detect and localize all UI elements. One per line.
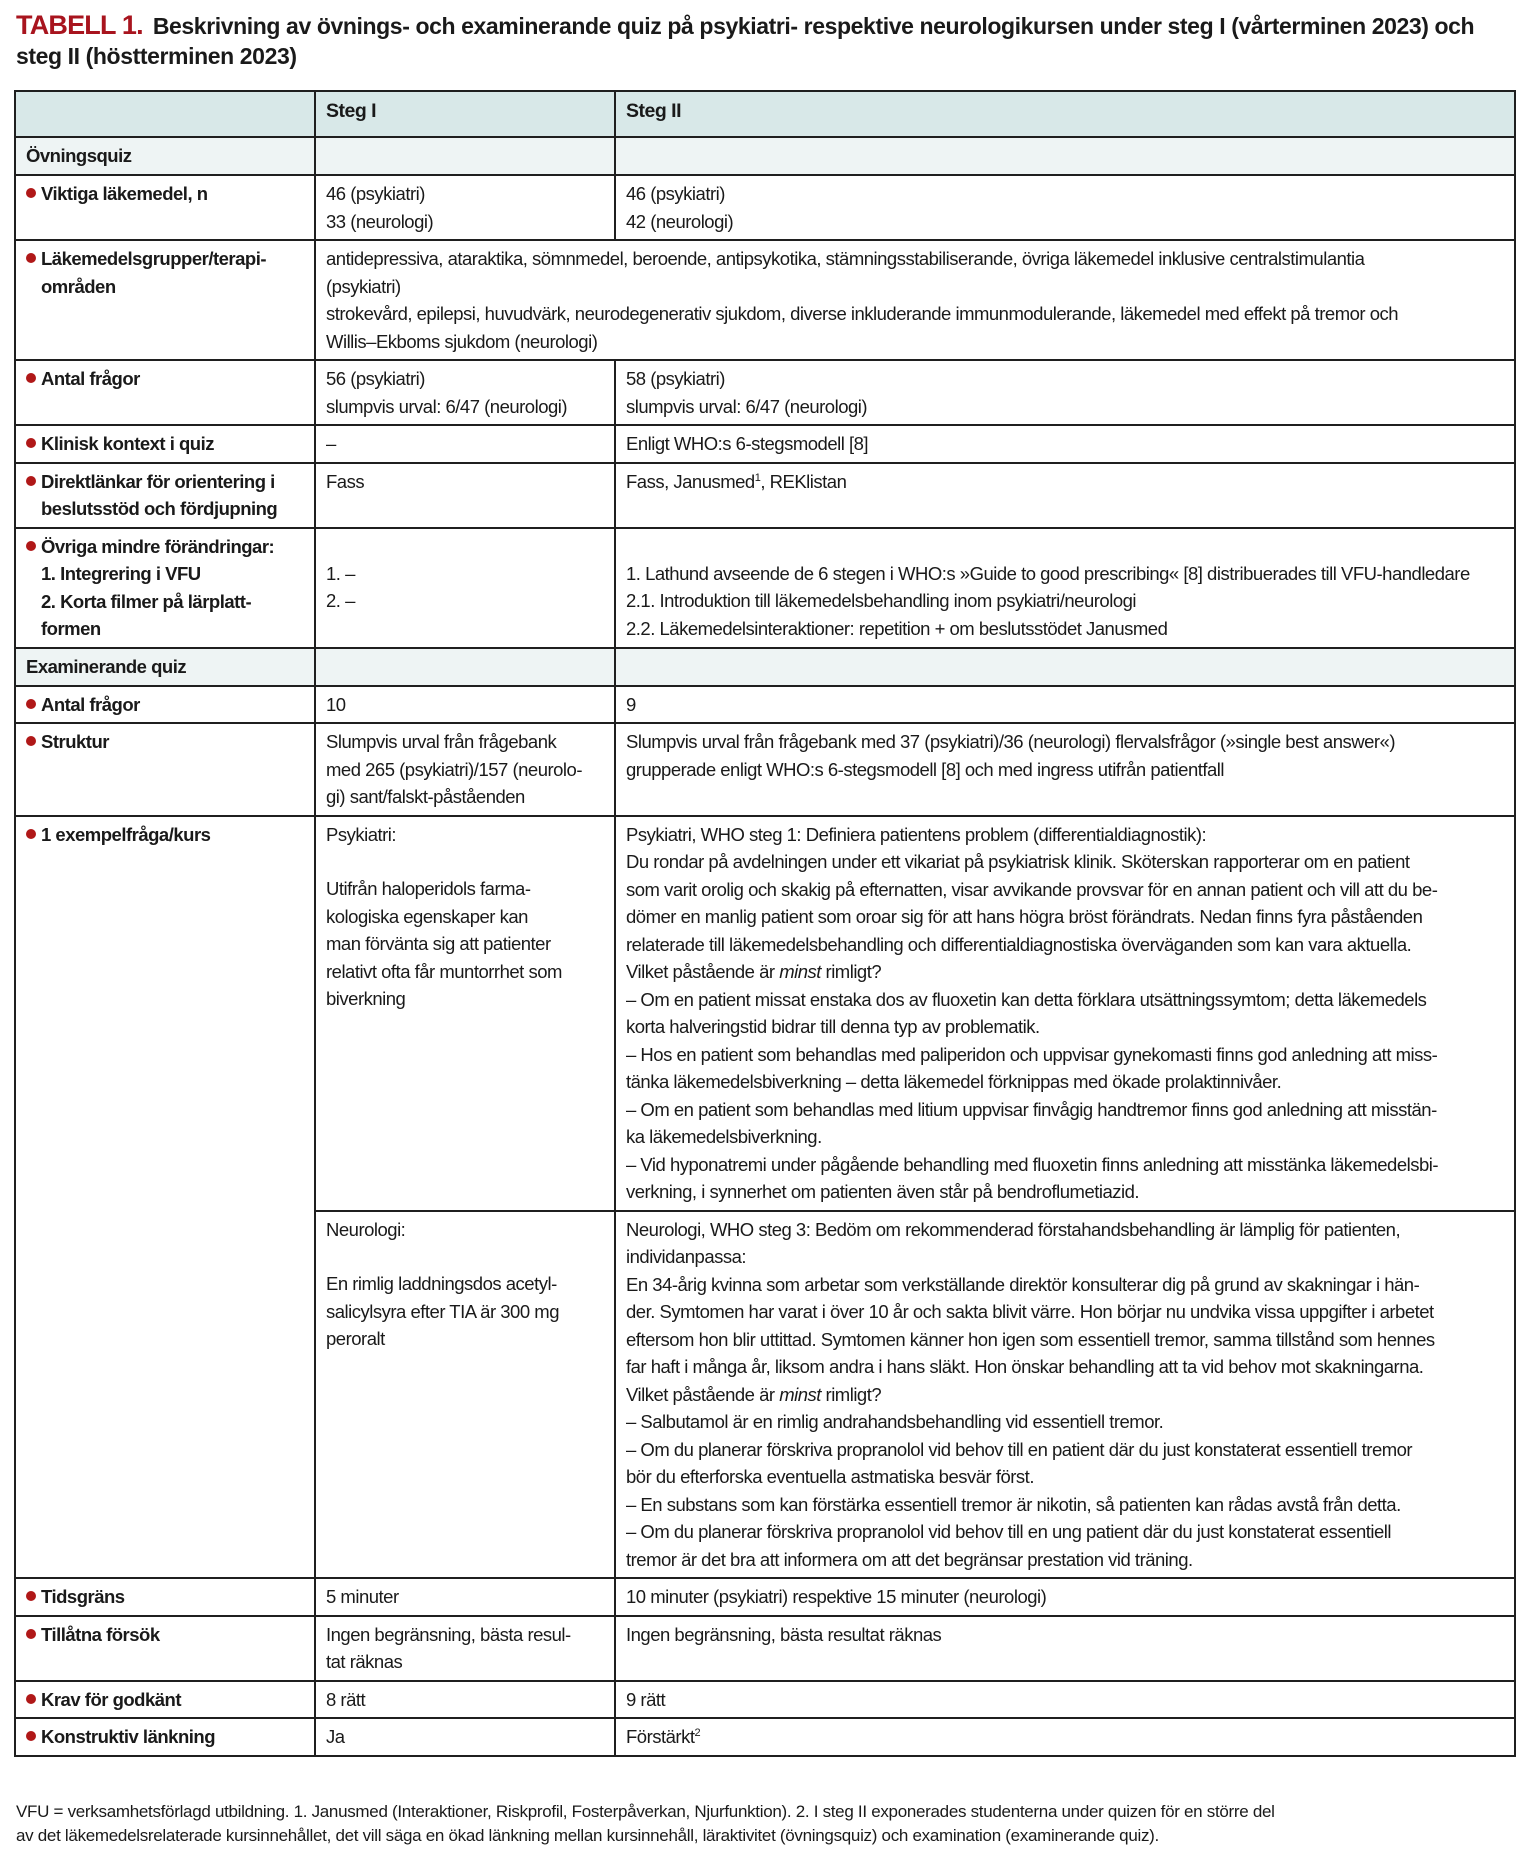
table-row-tidsgrans	[15, 1578, 1515, 1616]
table-row-direktlankar	[15, 463, 1515, 528]
table-row-antal-ovning	[15, 360, 1515, 425]
row-label: Krav för godkänt	[15, 1681, 315, 1719]
header-steg-1: Steg I	[315, 91, 615, 137]
header-row	[15, 91, 1515, 137]
cell-steg-1: Ingen begränsning, bästa resul- tat räknas	[315, 1616, 615, 1681]
cell-steg-1: –	[315, 425, 615, 463]
table-row-ovriga	[15, 528, 1515, 648]
cell-steg-2: 10 minuter (psykiatri) respektive 15 minuter (neurologi)	[615, 1578, 1515, 1616]
row-label: Tidsgräns	[15, 1578, 315, 1616]
cell-steg-2: 9 rätt	[615, 1681, 1515, 1719]
table-caption	[16, 10, 1516, 71]
table-row-grupper	[15, 240, 1515, 360]
cell-steg-2: 9	[615, 686, 1515, 724]
row-label: Struktur	[15, 723, 315, 816]
cell-steg-1: 56 (psykiatri) slumpvis urval: 6/47 (neurologi)	[315, 360, 615, 425]
bullet-icon	[26, 188, 36, 198]
table-row-forsok	[15, 1616, 1515, 1681]
cell-steg-1-neurologi: Neurologi: En rimlig laddningsdos acetyl- salicylsyra efter TIA är 300 mg peroralt	[315, 1211, 615, 1579]
row-label: Antal frågor	[15, 360, 315, 425]
row-label: Konstruktiv länkning	[15, 1718, 315, 1756]
cell-steg-2: 1. Lathund avseende de 6 stegen i WHO:s »Guide to good prescribing« [8] distribuerades till VFU-handledare 2.1. Introduktion till läkemedelsbehandling inom psykiatri/neurologi 2.2. Läkemedelsinteraktioner: repetition + om beslutsstödet Janusmed	[615, 528, 1515, 648]
cell-steg-2: Slumpvis urval från frågebank med 37 (psykiatri)/36 (neurologi) flervalsfrågor (»single best answer«) grupperade enligt WHO:s 6-stegsmodell [8] och med ingress utifrån patientfall	[615, 723, 1515, 816]
row-label: Antal frågor	[15, 686, 315, 724]
bullet-icon	[26, 476, 36, 486]
table-footnote: VFU = verksamhetsförlagd utbildning. 1. Janusmed (Interaktioner, Riskprofil, Fosterpåverkan, Njurfunktion). 2. I steg II exponerades studenterna under quizen för en större del av det läkemedelsrelaterade kursinnehållet, det vill säga en ökad länkning mellan kursinnehåll, läraktivitet (övningsquiz) och examination (examinerande quiz).	[16, 1802, 1275, 1845]
bullet-icon	[26, 1629, 36, 1639]
table-row-konstruktiv	[15, 1718, 1515, 1756]
section-row-ovningsquiz	[15, 137, 1515, 175]
row-label: Övriga mindre förändringar: 1. Integrering i VFU 2. Korta filmer på lärplatt- formen	[15, 528, 315, 648]
cell-steg-2: Förstärkt$^2$	[615, 1718, 1515, 1756]
cell-steg-1: Slumpvis urval från frågebank med 265 (psykiatri)/157 (neurolo- gi) sant/falskt-påståenden	[315, 723, 615, 816]
cell-steg-2: Ingen begränsning, bästa resultat räknas	[615, 1616, 1515, 1681]
cell-steg-2-neurologi: Neurologi, WHO steg 3: Bedöm om rekommenderad förstahandsbehandling är lämplig för patienten, individanpassa: En 34-årig kvinna som arbetar som verkställande direktör konsulterar dig på grund av skakningar i hän- der. Symtomen har varat i över 10 år och sakta blivit värre. Hon börjar nu undvika vissa uppgifter i arbetet eftersom hon blir uttittad. Symtomen känner hon igen som essentiell tremor, samma tillstånd som hennes far haft i många år, liksom andra i hans släkt. Hon önskar behandling att ta vid behov mot skakningarna. Vilket påstående är minst rimligt? – Salbutamol är en rimlig andrahandsbehandling vid essentiell tremor. – Om du planerar förskriva propranolol vid behov till en patient där du just konstaterat essentiell tremor bör du efterforska eventuella astmatiska besvär först. – En substans som kan förstärka essentiell tremor är nikotin, så patienten kan rådas avstå från detta. – Om du planerar förskriva propranolol vid behov till en ung patient där du just konstaterat essentiell tremor är det bra att informera om att det begränsar prestation vid träning.	[615, 1211, 1515, 1579]
cell-merged: antidepressiva, ataraktika, sömnmedel, beroende, antipsykotika, stämningsstabiliserande, övriga läkemedel inklusive centralstimulantia (psykiatri) strokevård, epilepsi, huvudvärk, neurodegenerativ sjukdom, diverse inkluderande immunmodulerande, läkemedel med effekt på tremor och Willis–Ekboms sjukdom (neurologi)	[315, 240, 1515, 360]
row-label: Direktlänkar för orientering i beslutsstöd och fördjupning	[15, 463, 315, 528]
cell-steg-2: 46 (psykiatri) 42 (neurologi)	[615, 175, 1515, 240]
cell-steg-1: 5 minuter	[315, 1578, 615, 1616]
bullet-icon	[26, 541, 36, 551]
table-row-klinisk	[15, 425, 1515, 463]
table-row-viktiga	[15, 175, 1515, 240]
row-label: Läkemedelsgrupper/terapi- områden	[15, 240, 315, 360]
caption-text: Beskrivning av övnings- och examinerande quiz på psykiatri- respektive neurologikursen under steg I (vårterminen 2023) och steg II (höstterminen 2023)	[16, 13, 1475, 69]
cell-steg-2-psykiatri: Psykiatri, WHO steg 1: Definiera patientens problem (differentialdiagnostik): Du rondar på avdelningen under ett vikariat på psykiatrisk klinik. Sköterskan rapporterar om en patient som varit orolig och skakig på efternatten, visar avvikande provsvar för en annan patient och vill att du be- dömer en manlig patient som oroar sig för att hans högra bröst förändrats. Nedan finns fyra påståenden relaterade till läkemedelsbehandling och differentialdiagnostiska överväganden som kan vara aktuella. Vilket påstående är minst rimligt? – Om en patient missat enstaka dos av fluoxetin kan detta förklara utsättningssymtom; detta läkemedels korta halveringstid bidrar till denna typ av problematik. – Hos en patient som behandlas med paliperidon och uppvisar gynekomasti finns god anledning att miss- tänka läkemedelsbiverkning – detta läkemedel förknippas med ökade prolaktinnivåer. – Om en patient som behandlas med litium uppvisar finvågig handtremor finns god anledning att misstän- ka läkemedelsbiverkning. – Vid hyponatremi under pågående behandling med fluoxetin finns anledning att misstänka läkemedelsbi- verkning, i synnerhet om patienten även står på bendroflumetiazid.	[615, 816, 1515, 1211]
bullet-icon	[26, 438, 36, 448]
cell-steg-2: 58 (psykiatri) slumpvis urval: 6/47 (neurologi)	[615, 360, 1515, 425]
table-row-krav	[15, 1681, 1515, 1719]
row-label: Klinisk kontext i quiz	[15, 425, 315, 463]
row-label: 1 exempelfråga/kurs	[15, 816, 315, 1579]
header-empty	[15, 91, 315, 137]
cell-steg-1: 8 rätt	[315, 1681, 615, 1719]
caption-tag: TABELL 1.	[16, 10, 143, 40]
cell-steg-1: 10	[315, 686, 615, 724]
row-label: Viktiga läkemedel, n	[15, 175, 315, 240]
row-label: Tillåtna försök	[15, 1616, 315, 1681]
bullet-icon	[26, 736, 36, 746]
bullet-icon	[26, 373, 36, 383]
table-row-struktur	[15, 723, 1515, 816]
footnote-ref: 1	[754, 471, 761, 484]
section-row-examinerande	[15, 648, 1515, 686]
cell-steg-1-psykiatri: Psykiatri: Utifrån haloperidols farma- kologiska egenskaper kan man förvänta sig att patienter relativt ofta får muntorrhet som biverkning	[315, 816, 615, 1211]
cell-steg-1: Fass	[315, 463, 615, 528]
bullet-icon	[26, 1694, 36, 1704]
footnote-ref: 2	[694, 1726, 701, 1739]
cell-steg-2: Fass, Janusmed$^1$, REKlistan	[615, 463, 1515, 528]
section-label: Övningsquiz	[15, 137, 315, 175]
bullet-icon	[26, 699, 36, 709]
section-label: Examinerande quiz	[15, 648, 315, 686]
table-row-exempel-psykiatri	[15, 816, 1515, 1211]
quiz-table	[14, 90, 1516, 1757]
cell-steg-1: 46 (psykiatri) 33 (neurologi)	[315, 175, 615, 240]
bullet-icon	[26, 1591, 36, 1601]
cell-steg-2: Enligt WHO:s 6-stegsmodell [8]	[615, 425, 1515, 463]
bullet-icon	[26, 253, 36, 263]
cell-steg-1: 1. – 2. –	[315, 528, 615, 648]
bullet-icon	[26, 1731, 36, 1741]
header-steg-2: Steg II	[615, 91, 1515, 137]
bullet-icon	[26, 829, 36, 839]
table-row-antal-exam	[15, 686, 1515, 724]
cell-steg-1: Ja	[315, 1718, 615, 1756]
